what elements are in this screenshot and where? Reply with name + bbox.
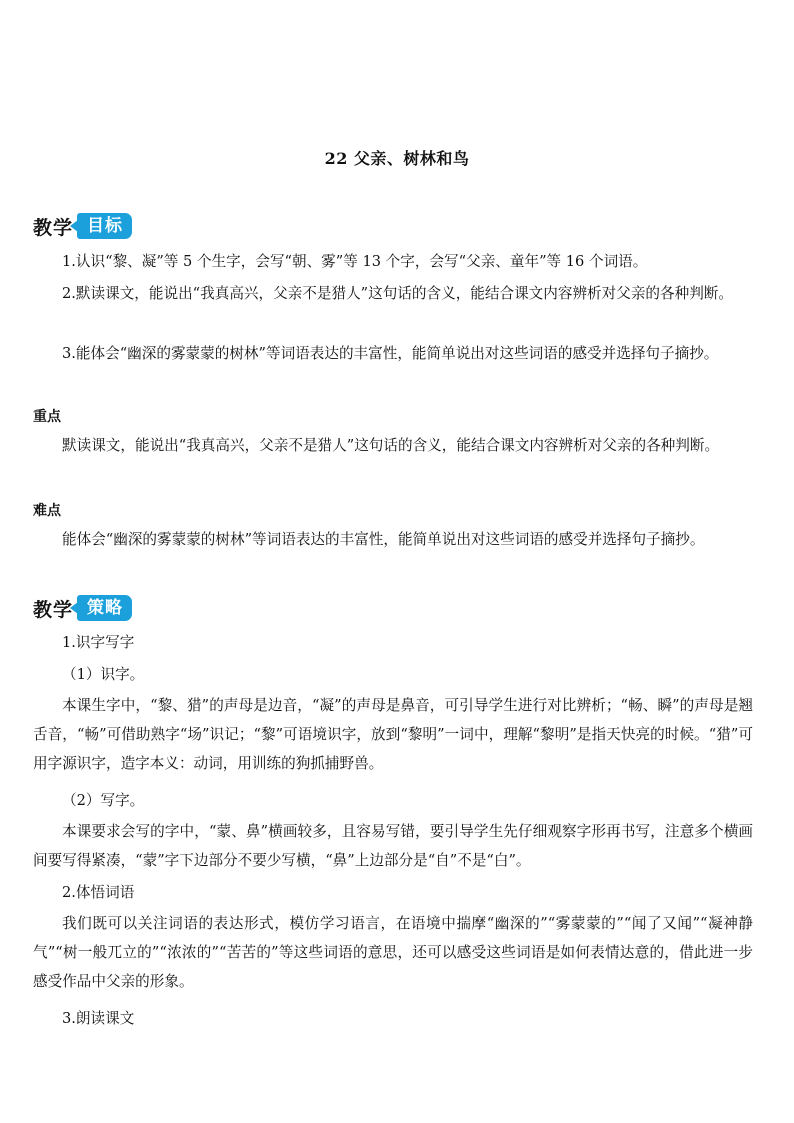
section-badge-strategy: 策略: [77, 595, 132, 621]
strategy-1-title: 1.识字写字: [62, 634, 135, 651]
strategy-1a-text: 本课生字中，“黎、猎”的声母是边音，“凝”的声母是鼻音，可引导学生进行对比辨析；“畅、瞬”的声母是翘舌音，“畅”可借助熟字“场”识记；“黎”可语境识字，放到“黎明”一词中，理解“黎明”是指天快亮的时候。“猎”可用字源识字，造字本义：动词，用训练的狗抓捕野兽。: [33, 697, 753, 772]
goal-item-2: 2.默读课文，能说出“我真高兴，父亲不是猎人”这句话的含义，能结合课文内容辨析对父亲的各种判断。: [62, 285, 733, 302]
difficulty-label: 难点: [33, 503, 61, 519]
section-badge-goals: 目标: [77, 213, 132, 239]
strategy-1b-text: 本课要求会写的字中，“蒙、鼻”横画较多，且容易写错，要引导学生先仔细观察字形再书写，注意多个横画间要写得紧凑，“蒙”字下边部分不要少写横，“鼻”上边部分是“自”不是“白”。: [33, 823, 753, 869]
section-heading-text: 教学: [33, 598, 74, 621]
section-header-strategy: [33, 593, 132, 623]
difficulty-text: 能体会“幽深的雾蒙蒙的树林”等词语表达的丰富性，能简单说出对这些词语的感受并选择句子摘抄。: [62, 531, 705, 548]
strategy-2-title: 2.体悟词语: [62, 884, 135, 901]
strategy-2-text: 我们既可以关注词语的表达形式，模仿学习语言，在语境中揣摩“幽深的”“雾蒙蒙的”“闻了又闻”“凝神静气”“树一般兀立的”“浓浓的”“苦苦的”等这些词语的意思，还可以感受这些词语是如何表情达意的，借此进一步感受作品中父亲的形象。: [33, 915, 753, 990]
lesson-title: 22 父亲、树林和鸟: [324, 149, 470, 168]
strategy-1a-title: （1）识字。: [62, 666, 145, 683]
strategy-3-title: 3.朗读课文: [62, 1010, 135, 1027]
goal-item-1: 1.认识“黎、凝”等 5 个生字，会写“朝、雾”等 13 个字，会写“父亲、童年”等 16 个词语。: [62, 253, 648, 270]
key-point-text: 默读课文，能说出“我真高兴，父亲不是猎人”这句话的含义，能结合课文内容辨析对父亲的各种判断。: [62, 437, 720, 454]
section-header-goals: [33, 211, 132, 241]
strategy-1b-title: （2）写字。: [62, 792, 145, 809]
section-heading-text: 教学: [33, 216, 74, 239]
key-point-label: 重点: [33, 409, 61, 425]
goal-item-3: 3.能体会“幽深的雾蒙蒙的树林”等词语表达的丰富性，能简单说出对这些词语的感受并选择句子摘抄。: [62, 345, 719, 362]
